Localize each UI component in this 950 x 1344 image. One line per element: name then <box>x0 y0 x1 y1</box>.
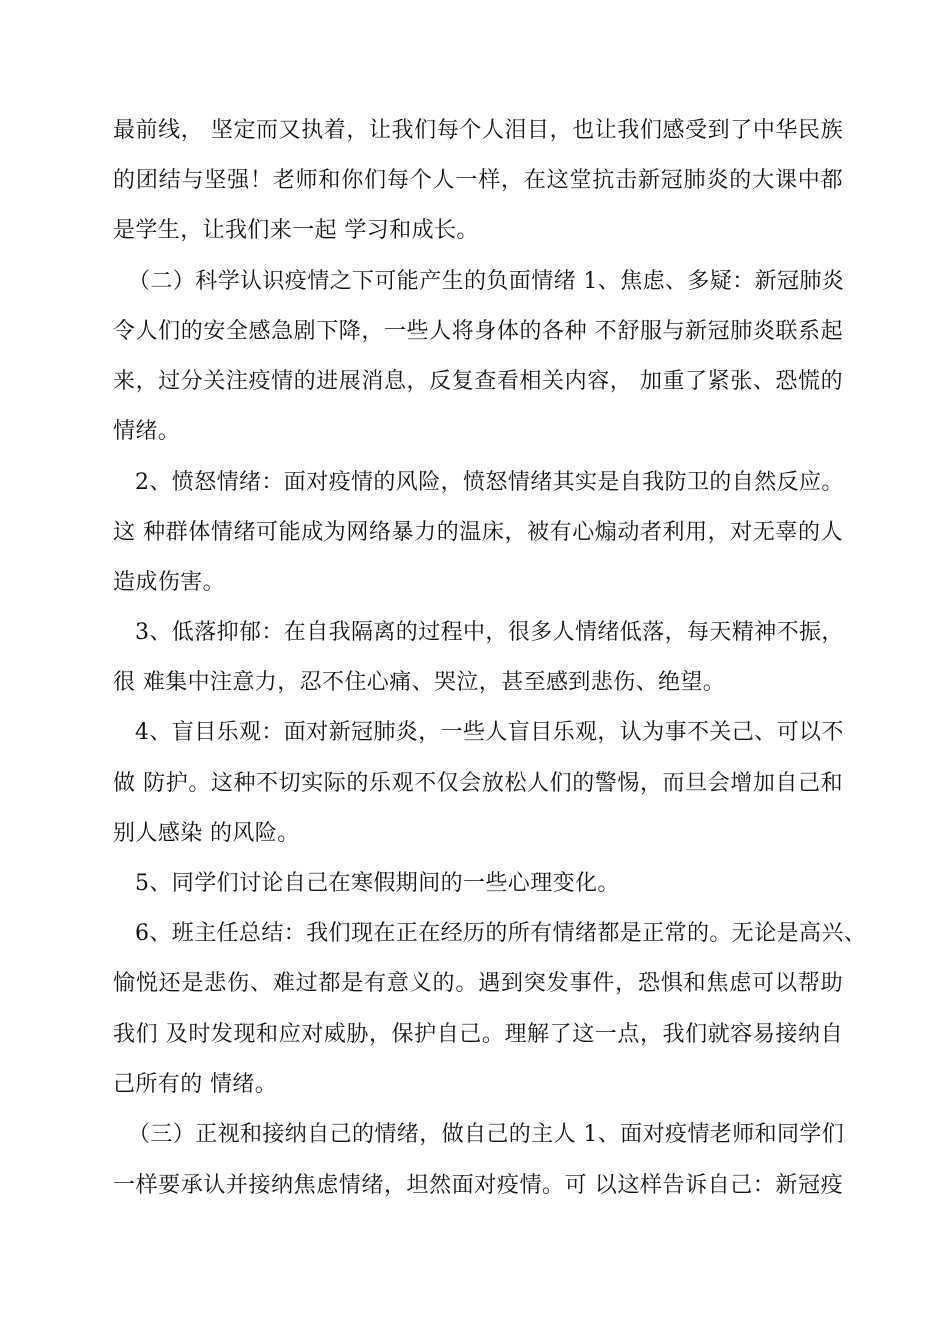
text-line: 做 防护。这种不切实际的乐观不仅会放松人们的警惕，而旦会增加自己和 <box>113 771 843 796</box>
text-line: 很 难集中注意力，忍不住心痛、哭泣，甚至感到悲伤、绝望。 <box>113 670 726 695</box>
text-line: 情绪。 <box>113 419 181 444</box>
text-line: 的团结与坚强！老师和你们每个人一样，在这堂抗击新冠肺炎的大课中都 <box>113 168 843 193</box>
paragraph-start-line: 4、盲目乐观：面对新冠肺炎，一些人盲目乐观，认为事不关己、可以不 <box>135 720 844 745</box>
text-line: 一样要承认并接纳焦虑情绪，坦然面对疫情。可 以这样告诉自己：新冠疫 <box>113 1173 843 1198</box>
paragraph-start-line: 6、班主任总结：我们现在正在经历的所有情绪都是正常的。无论是高兴、 <box>135 921 867 946</box>
paragraph-start-line: 5、同学们讨论自己在寒假期间的一些心理变化。 <box>135 871 620 896</box>
section-heading-line: （二）科学认识疫情之下可能产生的负面情绪 1、焦虑、多疑：新冠肺炎 <box>128 269 845 294</box>
section-heading-line: （三）正视和接纳自己的情绪，做自己的主人 1、面对疫情老师和同学们 <box>128 1122 845 1147</box>
paragraph-start-line: 3、低落抑郁：在自我隔离的过程中，很多人情绪低落，每天精神不振， <box>135 620 844 645</box>
text-line: 别人感染 的风险。 <box>113 821 300 846</box>
paragraph-start-line: 2、愤怒情绪：面对疫情的风险，愤怒情绪其实是自我防卫的自然反应。 <box>135 470 844 495</box>
text-line: 最前线， 坚定而又执着，让我们每个人泪目，也让我们感受到了中华民族 <box>113 118 843 143</box>
text-line: 令人们的安全感急剧下降，一些人将身体的各种 不舒服与新冠肺炎联系起 <box>113 319 843 344</box>
text-line: 来，过分关注疫情的进展消息，反复查看相关内容， 加重了紧张、恐慌的 <box>113 369 843 394</box>
text-line: 愉悦还是悲伤、难过都是有意义的。遇到突发事件，恐惧和焦虑可以帮助 <box>113 971 843 996</box>
text-line: 己所有的 情绪。 <box>113 1072 278 1097</box>
text-line: 造成伤害。 <box>113 570 226 595</box>
text-line: 这 种群体情绪可能成为网络暴力的温床，被有心煽动者利用，对无辜的人 <box>113 520 843 545</box>
text-line: 我们 及时发现和应对威胁，保护自己。理解了这一点，我们就容易接纳自 <box>113 1022 843 1047</box>
text-line: 是学生，让我们来一起 学习和成长。 <box>113 218 479 243</box>
